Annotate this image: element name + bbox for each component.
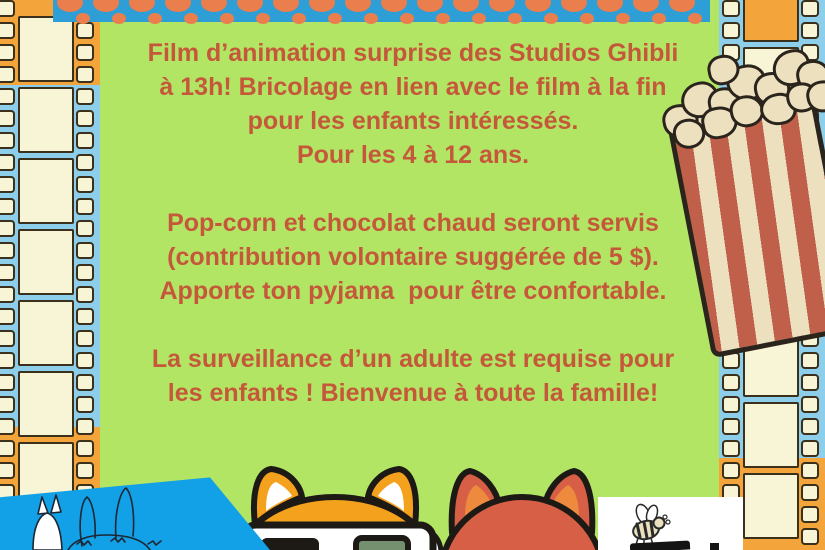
logo-wordmark-top	[710, 543, 719, 550]
red-cat-kid	[437, 471, 611, 550]
yellow-cat-kid	[237, 469, 441, 550]
flyer-text	[108, 36, 718, 444]
text-line: Apporte ton pyjama pour être confortable.	[159, 277, 667, 305]
text-line: Film d’animation surprise des Studios Ghibli	[147, 39, 679, 67]
logo-card	[598, 497, 743, 550]
film-strip-left	[0, 0, 100, 550]
snacks-paragraph	[108, 206, 718, 308]
text-line: à 13h! Bricolage en lien avec le film à la fin	[159, 73, 667, 101]
kids-3d-glasses-illustration	[237, 461, 622, 550]
awning-banner	[53, 0, 710, 22]
film-sprocket-holes	[0, 0, 17, 550]
family-paragraph	[108, 342, 718, 410]
text-line: La surveillance d’un adulte est requise pour	[151, 345, 675, 373]
film-sprocket-holes	[76, 0, 96, 550]
film-frames	[18, 0, 74, 550]
text-line: pour les enfants intéressés.	[247, 107, 579, 135]
intro-paragraph	[108, 36, 718, 172]
text-line: les enfants ! Bienvenue à toute la famille!	[167, 379, 659, 407]
text-line: Pour les 4 à 12 ans.	[296, 141, 530, 169]
text-line: (contribution volontaire suggérée de 5 $).	[167, 243, 659, 271]
text-line: Pop-corn et chocolat chaud seront servis	[167, 209, 659, 237]
totoro-sketch	[30, 484, 190, 550]
